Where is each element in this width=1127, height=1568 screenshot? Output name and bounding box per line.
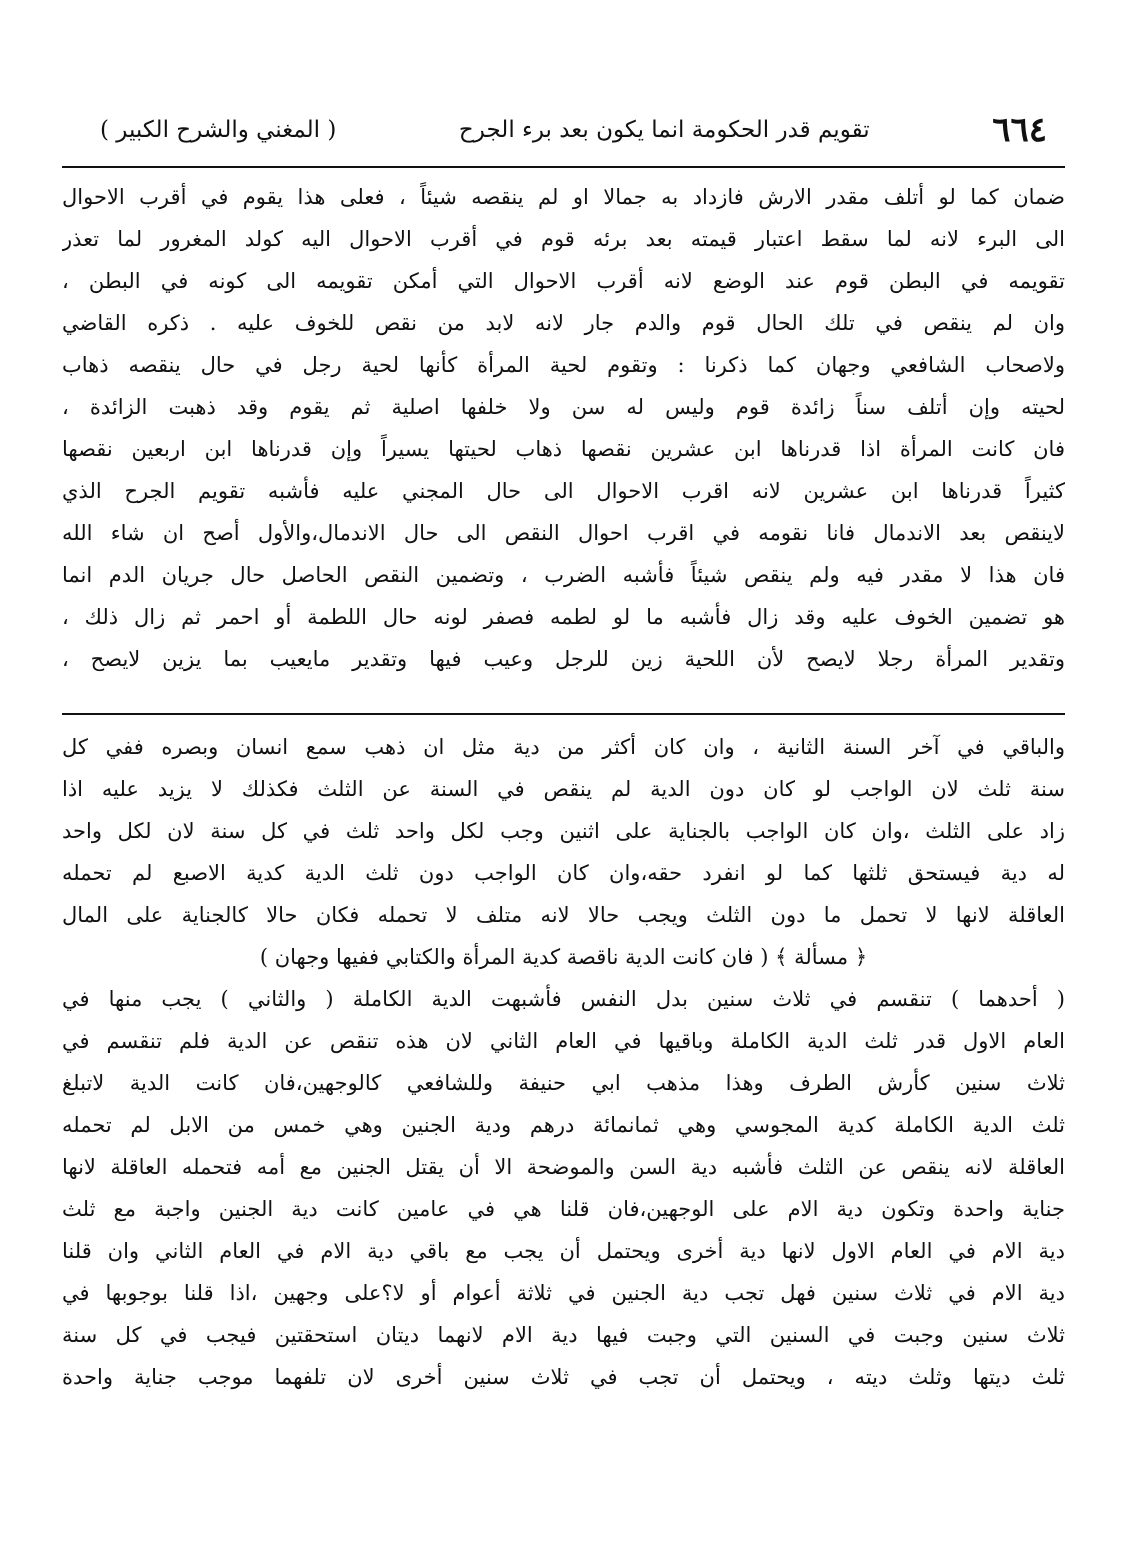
lower-line: ثلث الدية الكاملة كدية المجوسي وهي ثمانمائة درهم ودية الجنين وهي خمس من الابل لم تحمله (62, 1113, 1065, 1137)
lower-line: ثلاث سنين وجبت في السنين التي وجبت فيها دية الام لانهما ديتان استحقتين فيجب في كل سنة (62, 1323, 1065, 1347)
upper-line: فان كانت المرأة اذا قدرناها ابن عشرين نقصها ذهاب لحيتها يسيراً وإن قدرناها ابن اربعين نقصها (62, 437, 1065, 461)
lower-line: دية الام في العام الاول لانها دية أخرى ويحتمل أن يجب مع باقي دية الام في العام الثاني وان قلنا (62, 1239, 1065, 1263)
upper-line: هو تضمين الخوف عليه وقد زال فأشبه ما لو لطمه فصفر لونه حال اللطمة أو احمر ثم زال ذلك ، (62, 605, 1065, 629)
lower-text-block (62, 726, 1065, 1398)
section-divider (62, 713, 1065, 715)
lower-line: ثلاث سنين كأرش الطرف وهذا مذهب ابي حنيفة وللشافعي كالوجهين،فان كانت الدية لاتبلغ (62, 1071, 1065, 1095)
upper-line: فان هذا لا مقدر فيه ولم ينقص شيئاً فأشبه الضرب ، وتضمين النقص الحاصل حال جريان الدم انما (62, 563, 1065, 587)
lower-line: زاد على الثلث ،وان كان الواجب بالجناية على اثنين وجب لكل واحد ثلث في كل سنة لان لكل واحد (62, 819, 1065, 843)
lower-line: ثلث ديتها وثلث ديته ، ويحتمل أن تجب في ثلاث سنين أخرى لان تلفهما موجب جناية واحدة (62, 1365, 1065, 1389)
masala-heading: ﴿ مسألة ﴾ ( فان كانت الدية ناقصة كدية المرأة والكتابي ففيها وجهان ) (259, 945, 868, 969)
lower-line: سنة ثلث لان الواجب لو كان دون الدية لم ينقص في السنة عن الثلث فكذلك لا يزيد عليه اذا (62, 777, 1065, 801)
upper-line: كثيراً قدرناها ابن عشرين لانه اقرب الاحوال الى حال المجني عليه فأشبه تقويم الجرح الذي (62, 479, 1065, 503)
upper-line: ولاصحاب الشافعي وجهان كما ذكرنا : وتقوم لحية المرأة كأنها لحية رجل في حال ينقصه ذهاب (62, 353, 1065, 377)
upper-line: تقويمه في البطن قوم عند الوضع لانه أقرب الاحوال التي أمكن تقويمه الى كونه في البطن ، (62, 269, 1065, 293)
upper-line: وتقدير المرأة رجلا لايصح لأن اللحية زين للرجل وعيب فيها وتقدير مايعيب بما يزين لايصح ، (62, 647, 1065, 671)
lower-line: له دية فيستحق ثلثها كما لو انفرد حقه،وان كان الواجب دون ثلث الدية كدية الاصبع لم تحمله (62, 861, 1065, 885)
lower-line: جناية واحدة وتكون دية الام على الوجهين،فان قلنا هي في عامين كانت دية الجنين واجبة مع ثلث (62, 1197, 1065, 1221)
lower-line: والباقي في آخر السنة الثانية ، وان كان أكثر من دية مثل ان ذهب سمع انسان وبصره ففي كل (62, 735, 1065, 759)
book-title: ( المغني والشرح الكبير ) (100, 117, 337, 143)
lower-line: ( أحدهما ) تنقسم في ثلاث سنين بدل النفس فأشبهت الدية الكاملة ( والثاني ) يجب منها في (62, 987, 1065, 1011)
upper-line: لحيته وإن أتلف سناً زائدة قوم وليس له سن ولا خلفها اصلية ثم يقوم وقد ذهبت الزائدة ، (62, 395, 1065, 419)
page-header (100, 100, 1047, 160)
lower-line: العاقلة لانها لا تحمل ما دون الثلث ويجب حالا لانه متلف لا تحمله فكان حالا كالجناية على المال (62, 903, 1065, 927)
lower-line: العاقلة لانه ينقص عن الثلث فأشبه دية السن والموضحة الا أن يقتل الجنين مع أمه فتحمله العاقلة لانها (62, 1155, 1065, 1179)
page-number: ٦٦٤ (992, 110, 1047, 150)
upper-line: لاينقص بعد الاندمال فانا نقومه في اقرب احوال النقص الى حال الاندمال،والأول أصح ان شاء الله (62, 521, 1065, 545)
lower-line: دية الام في ثلاث سنين فهل تجب دية الجنين في ثلاثة أعوام أو لا؟على وجهين ،اذا قلنا بوجوبها في (62, 1281, 1065, 1305)
upper-line: الى البرء لانه لما سقط اعتبار قيمته بعد برئه قوم في أقرب الاحوال اليه كولد المغرور لما تعذر (62, 227, 1065, 251)
running-title: تقويم قدر الحكومة انما يكون بعد برء الجرح (458, 117, 870, 143)
upper-line: وان لم ينقص في تلك الحال قوم والدم جار لانه لابد من نقص للخوف عليه . ذكره القاضي (62, 311, 1065, 335)
header-rule (62, 166, 1065, 168)
upper-line: ضمان كما لو أتلف مقدر الارش فازداد به جمالا او لم ينقصه شيئاً ، فعلى هذا يقوم في أقرب الاحوال (62, 185, 1065, 209)
lower-line: العام الاول قدر ثلث الدية الكاملة وباقيها في العام الثاني لان هذه تنقص عن الدية فلم تنقسم في (62, 1029, 1065, 1053)
upper-text-block (62, 176, 1065, 680)
